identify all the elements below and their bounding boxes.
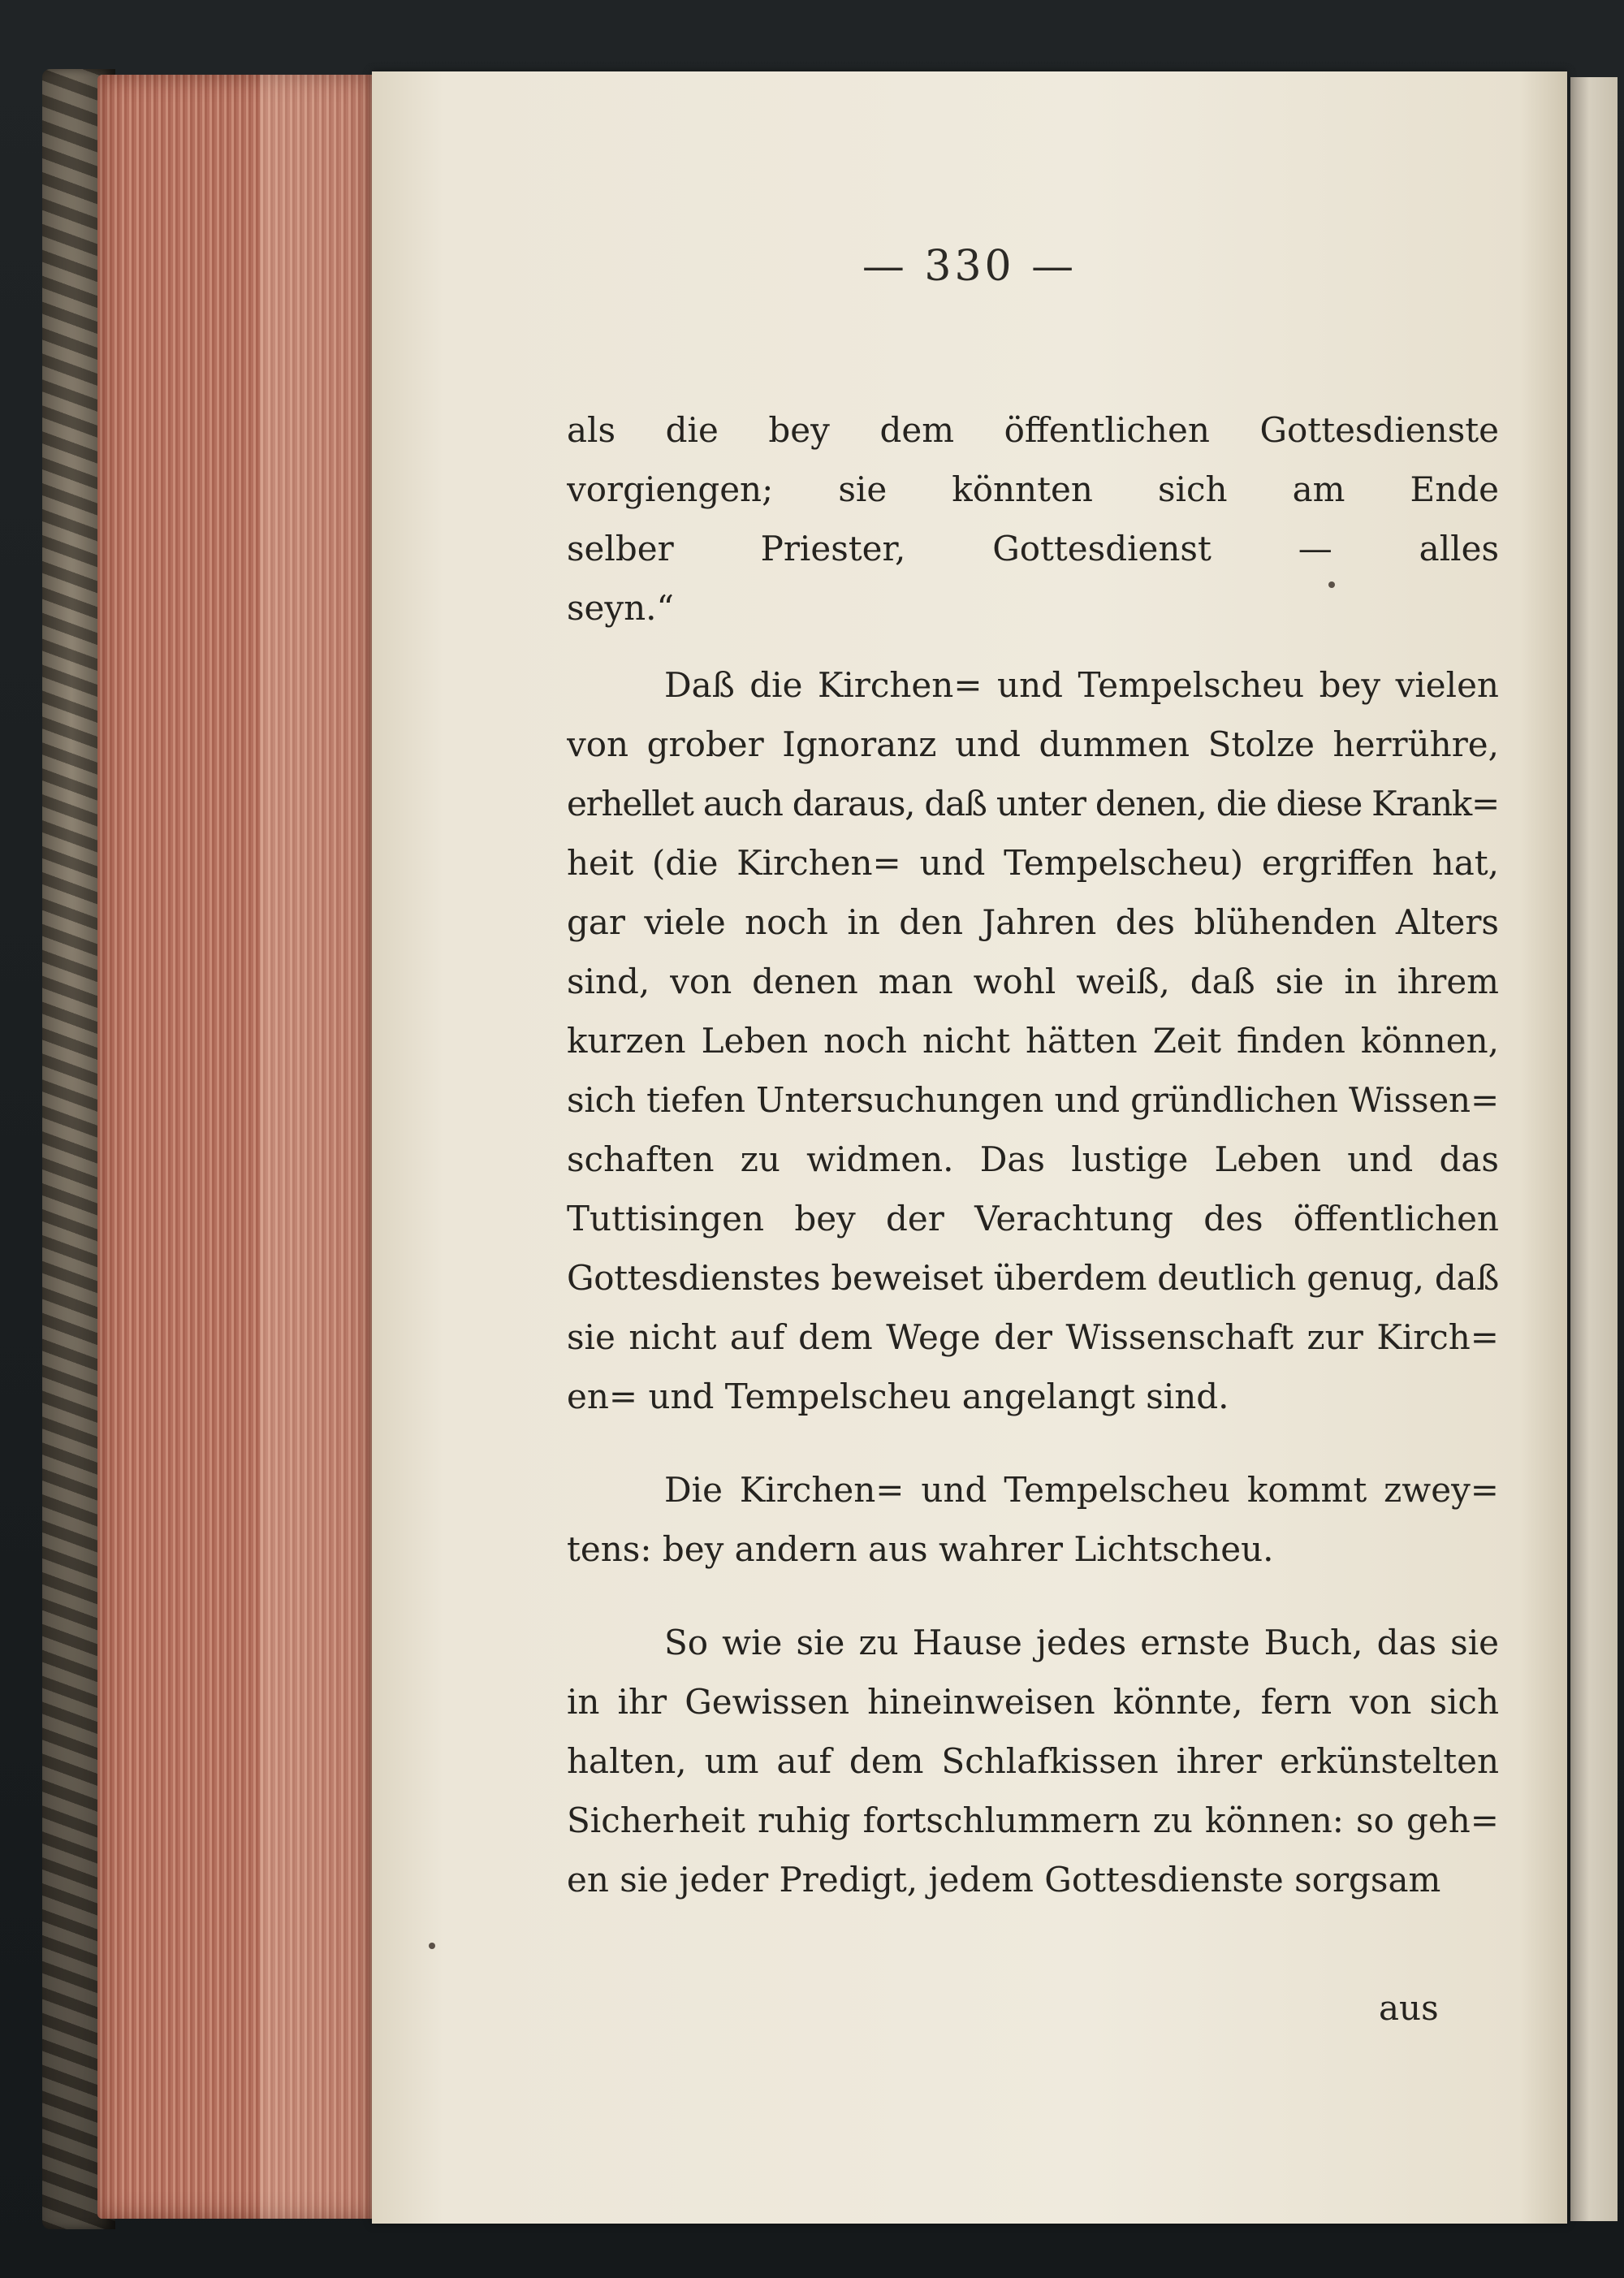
text-line: sind, von denen man wohl weiß, daß sie in ihrem [567,962,1499,1001]
catchword: aus [1379,1988,1439,2028]
text-line: seyn.“ [567,588,675,628]
ink-speck [1328,581,1335,588]
text-line: erhellet auch daraus, daß unter denen, die diese Krank= [567,784,1499,823]
paragraph-4 [567,1613,1499,1909]
text-line: heit (die Kirchen= und Tempelscheu) ergriffen hat, [567,843,1499,883]
text-line: in ihr Gewissen hineinweisen könnte, fern von sich [567,1682,1499,1722]
text-line: schaften zu widmen. Das lustige Leben und das [567,1139,1499,1179]
text-line: Gottesdienstes beweiset überdem deutlich genug, daß [567,1258,1499,1298]
text-line: selber Priester, Gottesdienst — alles [567,529,1499,568]
page-fore-edges [97,75,374,2219]
text-line: gar viele noch in den Jahren des blühenden Alters [567,902,1499,942]
text-line: sich tiefen Untersuchungen und gründlichen Wissen= [567,1080,1499,1120]
ink-speck [429,1943,435,1949]
text-line: vorgiengen; sie könnten sich am Ende [567,469,1499,509]
text-line: Die Kirchen= und Tempelscheu kommt zwey= [664,1470,1499,1510]
text-line: sie nicht auf dem Wege der Wissenschaft zur Kirch= [567,1317,1499,1357]
text-line: halten, um auf dem Schlafkissen ihrer erkünstelten [567,1741,1499,1781]
text-line: So wie sie zu Hause jedes ernste Buch, das sie [664,1623,1499,1662]
text-line: von grober Ignoranz und dummen Stolze herrühre, [567,724,1499,764]
paragraph-2 [567,655,1499,1426]
text-line: Tuttisingen bey der Verachtung des öffentlichen [567,1199,1499,1238]
body-text [567,400,1499,1909]
text-line: Sicherheit ruhig fortschlummern zu können: so geh= [567,1800,1499,1840]
text-line: Daß die Kirchen= und Tempelscheu bey vielen [664,665,1499,705]
text-line: kurzen Leben noch nicht hätten Zeit finden können, [567,1021,1499,1061]
paragraph-3 [567,1460,1499,1579]
text-line: en sie jeder Predigt, jedem Gottesdienste sorgsam [567,1860,1441,1900]
paragraph-1 [567,400,1499,638]
text-line: en= und Tempelscheu angelangt sind. [567,1377,1229,1416]
text-line: tens: bey andern aus wahrer Lichtscheu. [567,1529,1274,1569]
facing-page-edge [1570,77,1618,2221]
page-number-header: — 330 — [862,242,1078,291]
text-line: als die bey dem öffentlichen Gottesdienste [567,410,1499,450]
book-page [372,71,1567,2224]
